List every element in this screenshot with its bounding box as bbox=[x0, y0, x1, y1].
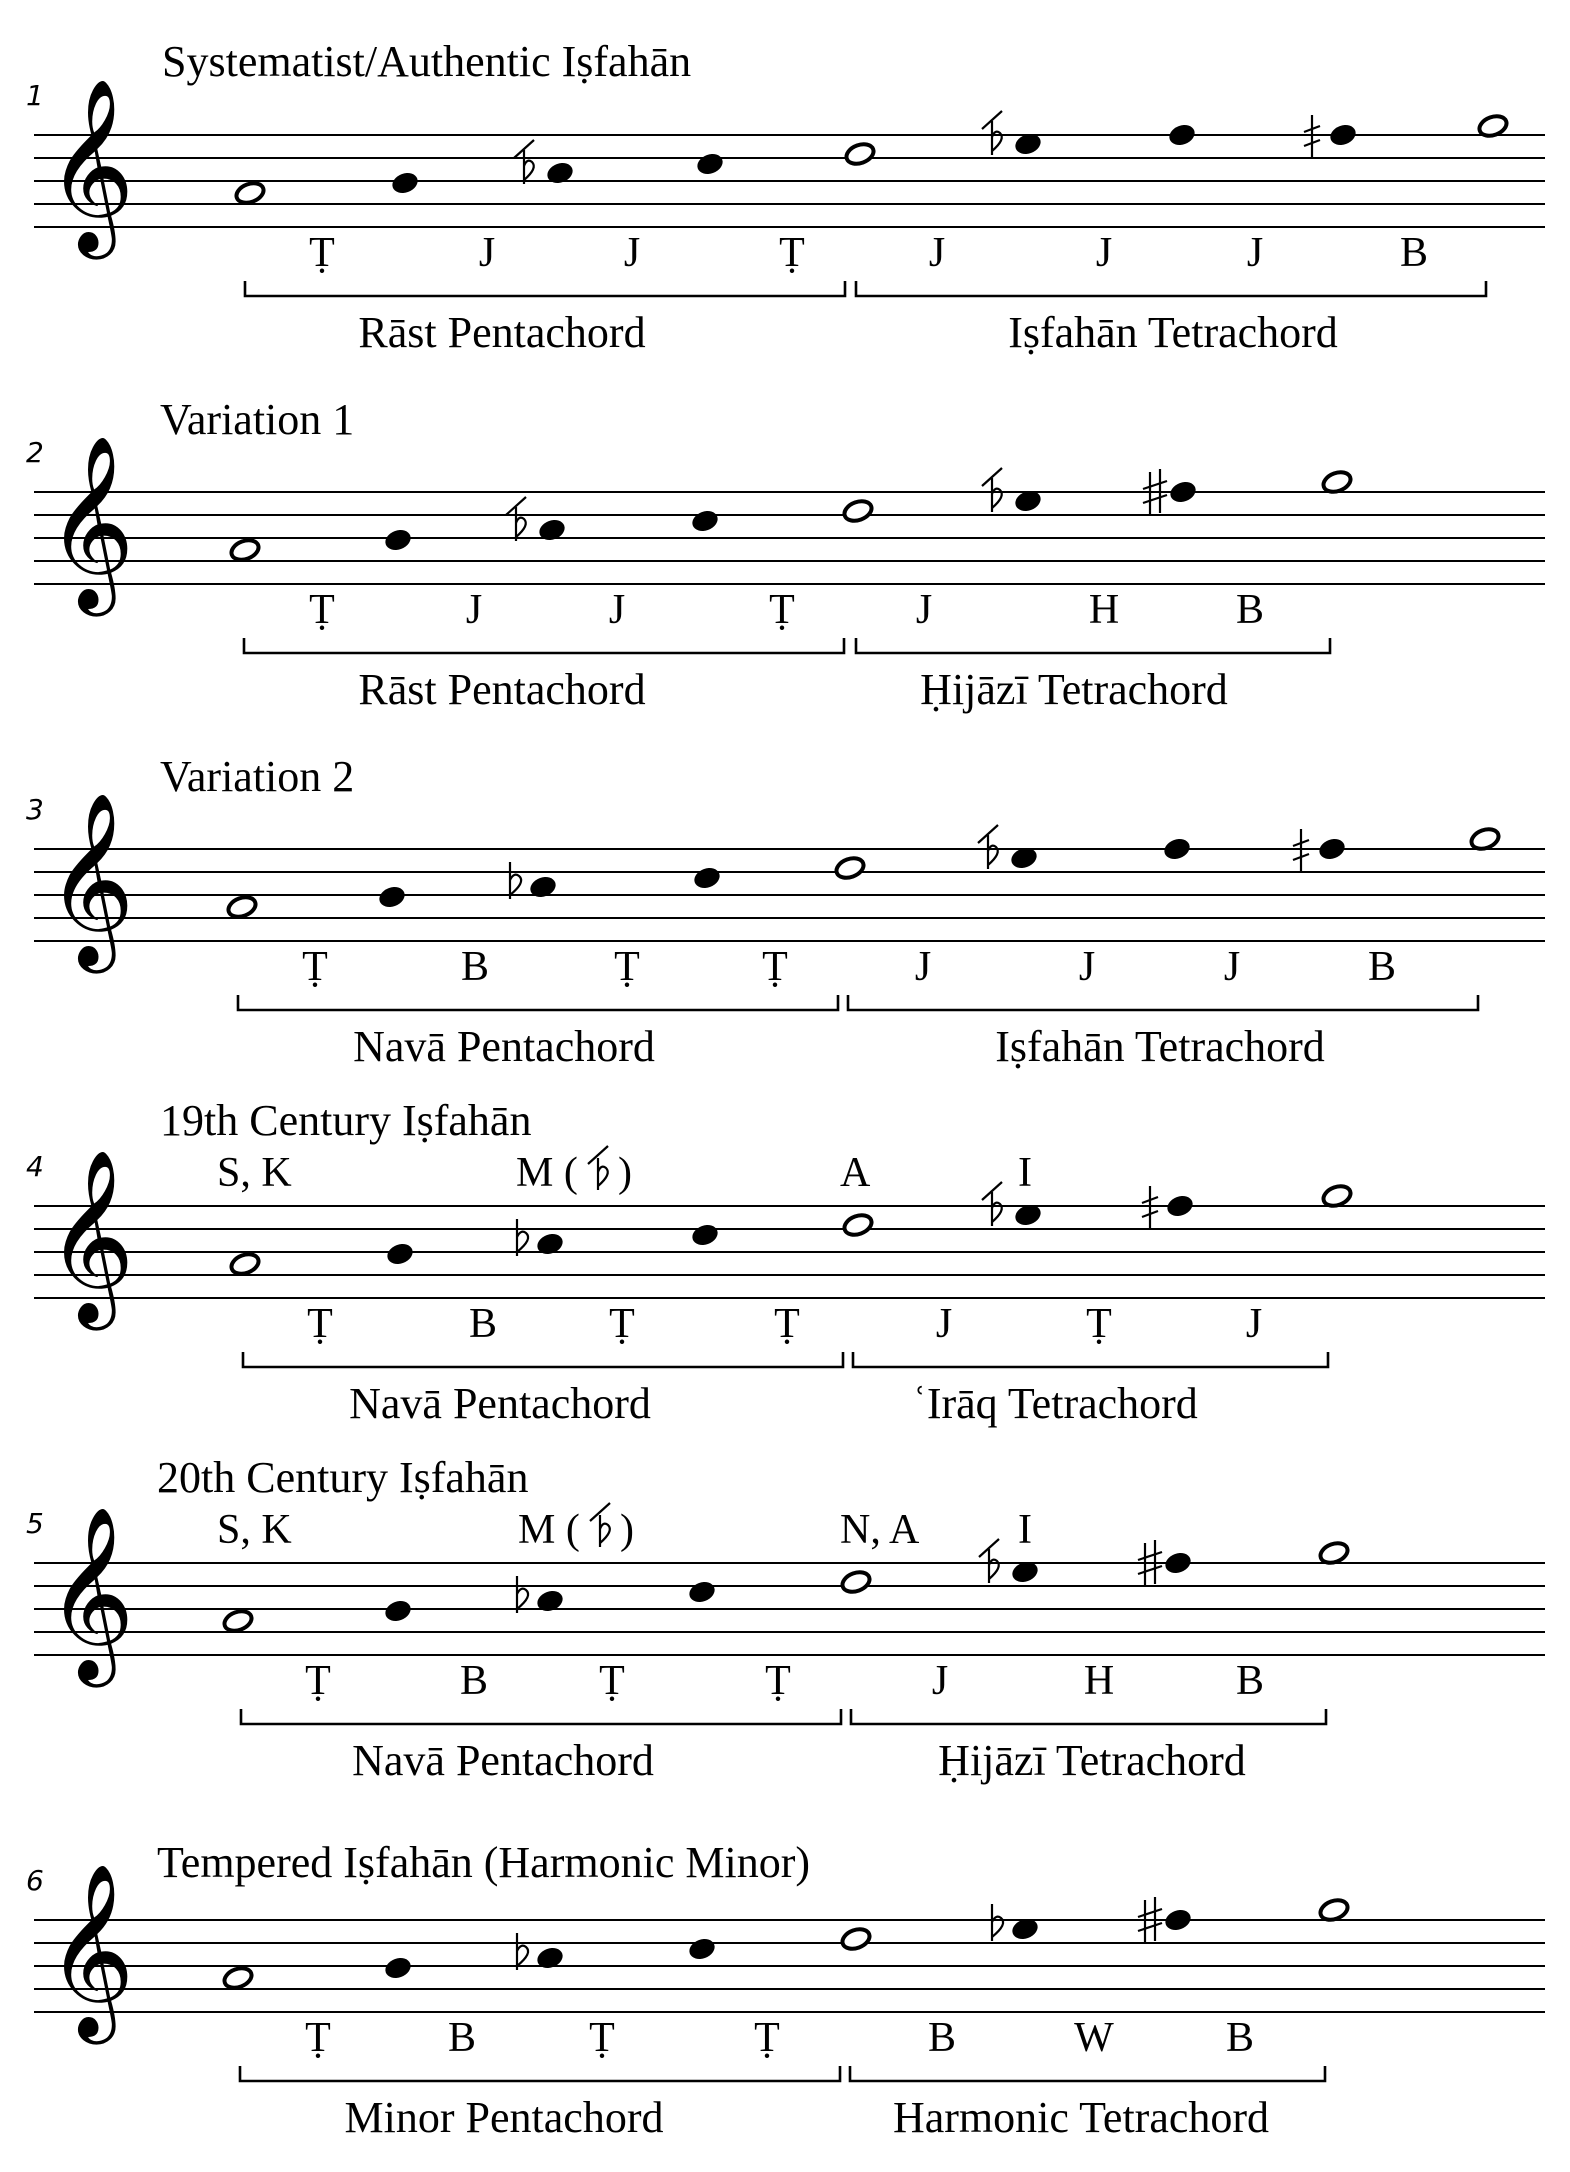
half-flat-icon bbox=[506, 497, 526, 541]
note bbox=[383, 1955, 414, 1982]
interval-label: H bbox=[1088, 587, 1120, 633]
note bbox=[844, 141, 876, 167]
interval-labels bbox=[309, 587, 1264, 633]
system-number: 4 bbox=[26, 1150, 44, 1183]
half-flat-icon bbox=[982, 111, 1002, 155]
pentachord-bracket bbox=[238, 995, 838, 1010]
system-3 bbox=[26, 752, 1545, 1071]
note bbox=[234, 180, 266, 206]
system-1 bbox=[26, 37, 1545, 357]
interval-label: Ṭ bbox=[765, 1658, 791, 1704]
note bbox=[226, 894, 258, 920]
half-flat-icon bbox=[514, 140, 534, 184]
interval-label: J bbox=[931, 1658, 949, 1704]
note bbox=[390, 170, 421, 197]
note bbox=[377, 884, 408, 911]
tetrachord-bracket bbox=[848, 995, 1478, 1010]
interval-label: Ṭ bbox=[762, 944, 788, 990]
note bbox=[687, 1579, 718, 1606]
note bbox=[842, 498, 874, 524]
note bbox=[690, 1222, 721, 1249]
maqam-annotations bbox=[217, 1146, 1032, 1196]
interval-label: Ṭ bbox=[609, 1301, 635, 1347]
flat-icon bbox=[510, 862, 521, 899]
pentachord-bracket bbox=[243, 1352, 843, 1367]
interval-label: Ṭ bbox=[302, 944, 328, 990]
interval-label: Ṭ bbox=[599, 1658, 625, 1704]
flat-icon bbox=[517, 1576, 528, 1613]
interval-label: J bbox=[1223, 944, 1241, 990]
note bbox=[229, 1251, 261, 1277]
note bbox=[840, 1569, 872, 1595]
interval-labels bbox=[305, 1658, 1264, 1704]
staff bbox=[34, 1920, 1545, 2012]
system-title: Systematist/Authentic Iṣfahān bbox=[162, 37, 692, 86]
tetrachord-label: ʿIrāq Tetrachord bbox=[912, 1379, 1198, 1428]
note bbox=[992, 1904, 1040, 1942]
interval-label: Ṭ bbox=[589, 2015, 615, 2061]
tetrachord-label: Ḥijāzī Tetrachord bbox=[938, 1736, 1246, 1785]
tetrachord-bracket bbox=[856, 638, 1330, 653]
interval-label: J bbox=[915, 587, 933, 633]
maqam-annotations bbox=[217, 1503, 1032, 1553]
interval-label: B bbox=[468, 1301, 498, 1347]
interval-label: J bbox=[1078, 944, 1096, 990]
interval-labels bbox=[307, 1301, 1262, 1347]
half-flat-icon bbox=[978, 825, 998, 869]
note bbox=[514, 140, 575, 186]
staff bbox=[34, 492, 1545, 584]
treble-clef-icon: 𝄞 bbox=[46, 1868, 135, 2034]
interval-label: Ṭ bbox=[614, 944, 640, 990]
system-number: 6 bbox=[26, 1864, 44, 1897]
interval-label: J bbox=[1095, 230, 1113, 276]
annotation: I bbox=[1018, 1507, 1032, 1553]
system-title: Tempered Iṣfahān (Harmonic Minor) bbox=[157, 1838, 810, 1887]
pentachord-label: Rāst Pentachord bbox=[358, 665, 646, 714]
interval-labels bbox=[305, 2015, 1254, 2061]
interval-label: Ṭ bbox=[754, 2015, 780, 2061]
interval-label: J bbox=[1245, 1301, 1263, 1347]
interval-label: Ṭ bbox=[307, 1301, 333, 1347]
interval-label: B bbox=[447, 2015, 477, 2061]
half-flat-icon bbox=[982, 1182, 1002, 1226]
system-title: Variation 1 bbox=[160, 395, 355, 444]
interval-label: B bbox=[1399, 230, 1429, 276]
note bbox=[385, 1241, 416, 1268]
interval-label: B bbox=[927, 2015, 957, 2061]
note bbox=[222, 1965, 254, 1991]
interval-label: J bbox=[623, 230, 641, 276]
tetrachord-bracket bbox=[856, 281, 1486, 296]
half-sharp-icon bbox=[1142, 1186, 1158, 1229]
system-2 bbox=[26, 395, 1545, 714]
note bbox=[834, 855, 866, 881]
tetrachord-label: Harmonic Tetrachord bbox=[892, 2093, 1270, 2142]
treble-clef-icon: 𝄞 bbox=[46, 1154, 135, 1320]
annotation: M ( bbox=[516, 1150, 578, 1196]
interval-label: J bbox=[478, 230, 496, 276]
interval-label: B bbox=[460, 944, 490, 990]
half-flat-icon bbox=[590, 1503, 610, 1547]
interval-label: Ṭ bbox=[309, 587, 335, 633]
interval-label: B bbox=[1235, 1658, 1265, 1704]
pentachord-label: Navā Pentachord bbox=[353, 1022, 655, 1071]
tetrachord-label: Ḥijāzī Tetrachord bbox=[920, 665, 1228, 714]
interval-label: Ṭ bbox=[305, 2015, 331, 2061]
interval-labels bbox=[309, 230, 1428, 276]
interval-label: Ṭ bbox=[774, 1301, 800, 1347]
pentachord-label: Minor Pentachord bbox=[344, 2093, 664, 2142]
tetrachord-label: Iṣfahān Tetrachord bbox=[995, 1022, 1325, 1071]
half-sharp-icon bbox=[1304, 115, 1320, 158]
note bbox=[506, 497, 567, 543]
system-number: 1 bbox=[26, 79, 44, 112]
treble-clef-icon: 𝄞 bbox=[46, 1511, 135, 1677]
interval-label: H bbox=[1083, 1658, 1115, 1704]
interval-label: Ṭ bbox=[769, 587, 795, 633]
tetrachord-bracket bbox=[853, 1352, 1328, 1367]
pentachord-label: Navā Pentachord bbox=[349, 1379, 651, 1428]
note bbox=[383, 1598, 414, 1625]
annotation: ) bbox=[618, 1150, 632, 1196]
half-flat-icon bbox=[588, 1146, 608, 1190]
annotation: I bbox=[1018, 1150, 1032, 1196]
note bbox=[383, 527, 414, 554]
pentachord-bracket bbox=[241, 1709, 841, 1724]
interval-label: J bbox=[608, 587, 626, 633]
note bbox=[695, 151, 726, 178]
staff bbox=[34, 1563, 1545, 1655]
pentachord-bracket bbox=[244, 638, 844, 653]
interval-label: B bbox=[1367, 944, 1397, 990]
annotation: S, K bbox=[217, 1150, 292, 1196]
interval-label: Ṭ bbox=[1086, 1301, 1112, 1347]
interval-label: J bbox=[928, 230, 946, 276]
interval-label: J bbox=[914, 944, 932, 990]
interval-label: J bbox=[465, 587, 483, 633]
interval-labels bbox=[302, 944, 1396, 990]
system-number: 2 bbox=[26, 436, 44, 469]
tetrachord-bracket bbox=[851, 1709, 1326, 1724]
annotation: N, A bbox=[840, 1507, 920, 1553]
system-title: Variation 2 bbox=[160, 752, 355, 801]
note bbox=[1167, 122, 1198, 149]
note bbox=[1142, 1186, 1195, 1229]
flat-icon bbox=[517, 1933, 528, 1970]
annotation: S, K bbox=[217, 1507, 292, 1553]
note bbox=[690, 508, 721, 535]
annotation: ) bbox=[620, 1507, 634, 1553]
flat-icon bbox=[992, 1904, 1003, 1941]
note bbox=[229, 537, 261, 563]
annotation: A bbox=[840, 1150, 871, 1196]
note bbox=[842, 1212, 874, 1238]
pentachord-label: Rāst Pentachord bbox=[358, 308, 646, 357]
system-6 bbox=[26, 1838, 1545, 2142]
half-flat-icon bbox=[982, 468, 1002, 512]
pentachord-bracket bbox=[240, 2066, 840, 2081]
half-sharp-icon bbox=[1293, 829, 1309, 872]
annotation: M ( bbox=[518, 1507, 580, 1553]
pentachord-bracket bbox=[245, 281, 845, 296]
interval-label: B bbox=[1235, 587, 1265, 633]
treble-clef-icon: 𝄞 bbox=[46, 83, 135, 249]
interval-label: Ṭ bbox=[305, 1658, 331, 1704]
interval-label: Ṭ bbox=[309, 230, 335, 276]
note bbox=[840, 1926, 872, 1952]
interval-label: J bbox=[1246, 230, 1264, 276]
staff bbox=[34, 849, 1545, 941]
interval-label: W bbox=[1074, 2015, 1114, 2061]
tetrachord-bracket bbox=[850, 2066, 1325, 2081]
note bbox=[222, 1608, 254, 1634]
interval-label: B bbox=[459, 1658, 489, 1704]
tetrachord-label: Iṣfahān Tetrachord bbox=[1008, 308, 1338, 357]
note bbox=[687, 1936, 718, 1963]
note bbox=[1162, 836, 1193, 863]
system-number: 3 bbox=[26, 793, 44, 826]
pentachord-label: Navā Pentachord bbox=[352, 1736, 654, 1785]
interval-label: J bbox=[935, 1301, 953, 1347]
staff bbox=[34, 135, 1545, 227]
system-4 bbox=[26, 1096, 1545, 1428]
treble-clef-icon: 𝄞 bbox=[46, 797, 135, 963]
interval-label: B bbox=[1225, 2015, 1255, 2061]
note bbox=[692, 865, 723, 892]
system-number: 5 bbox=[26, 1507, 44, 1540]
flat-icon bbox=[517, 1219, 528, 1256]
system-title: 19th Century Iṣfahān bbox=[160, 1096, 532, 1145]
half-flat-icon bbox=[979, 1539, 999, 1583]
interval-label: Ṭ bbox=[779, 230, 805, 276]
note bbox=[1293, 829, 1347, 872]
note bbox=[1304, 115, 1358, 158]
treble-clef-icon: 𝄞 bbox=[46, 440, 135, 606]
system-5 bbox=[26, 1453, 1545, 1785]
staff bbox=[34, 1206, 1545, 1298]
system-title: 20th Century Iṣfahān bbox=[157, 1453, 529, 1502]
